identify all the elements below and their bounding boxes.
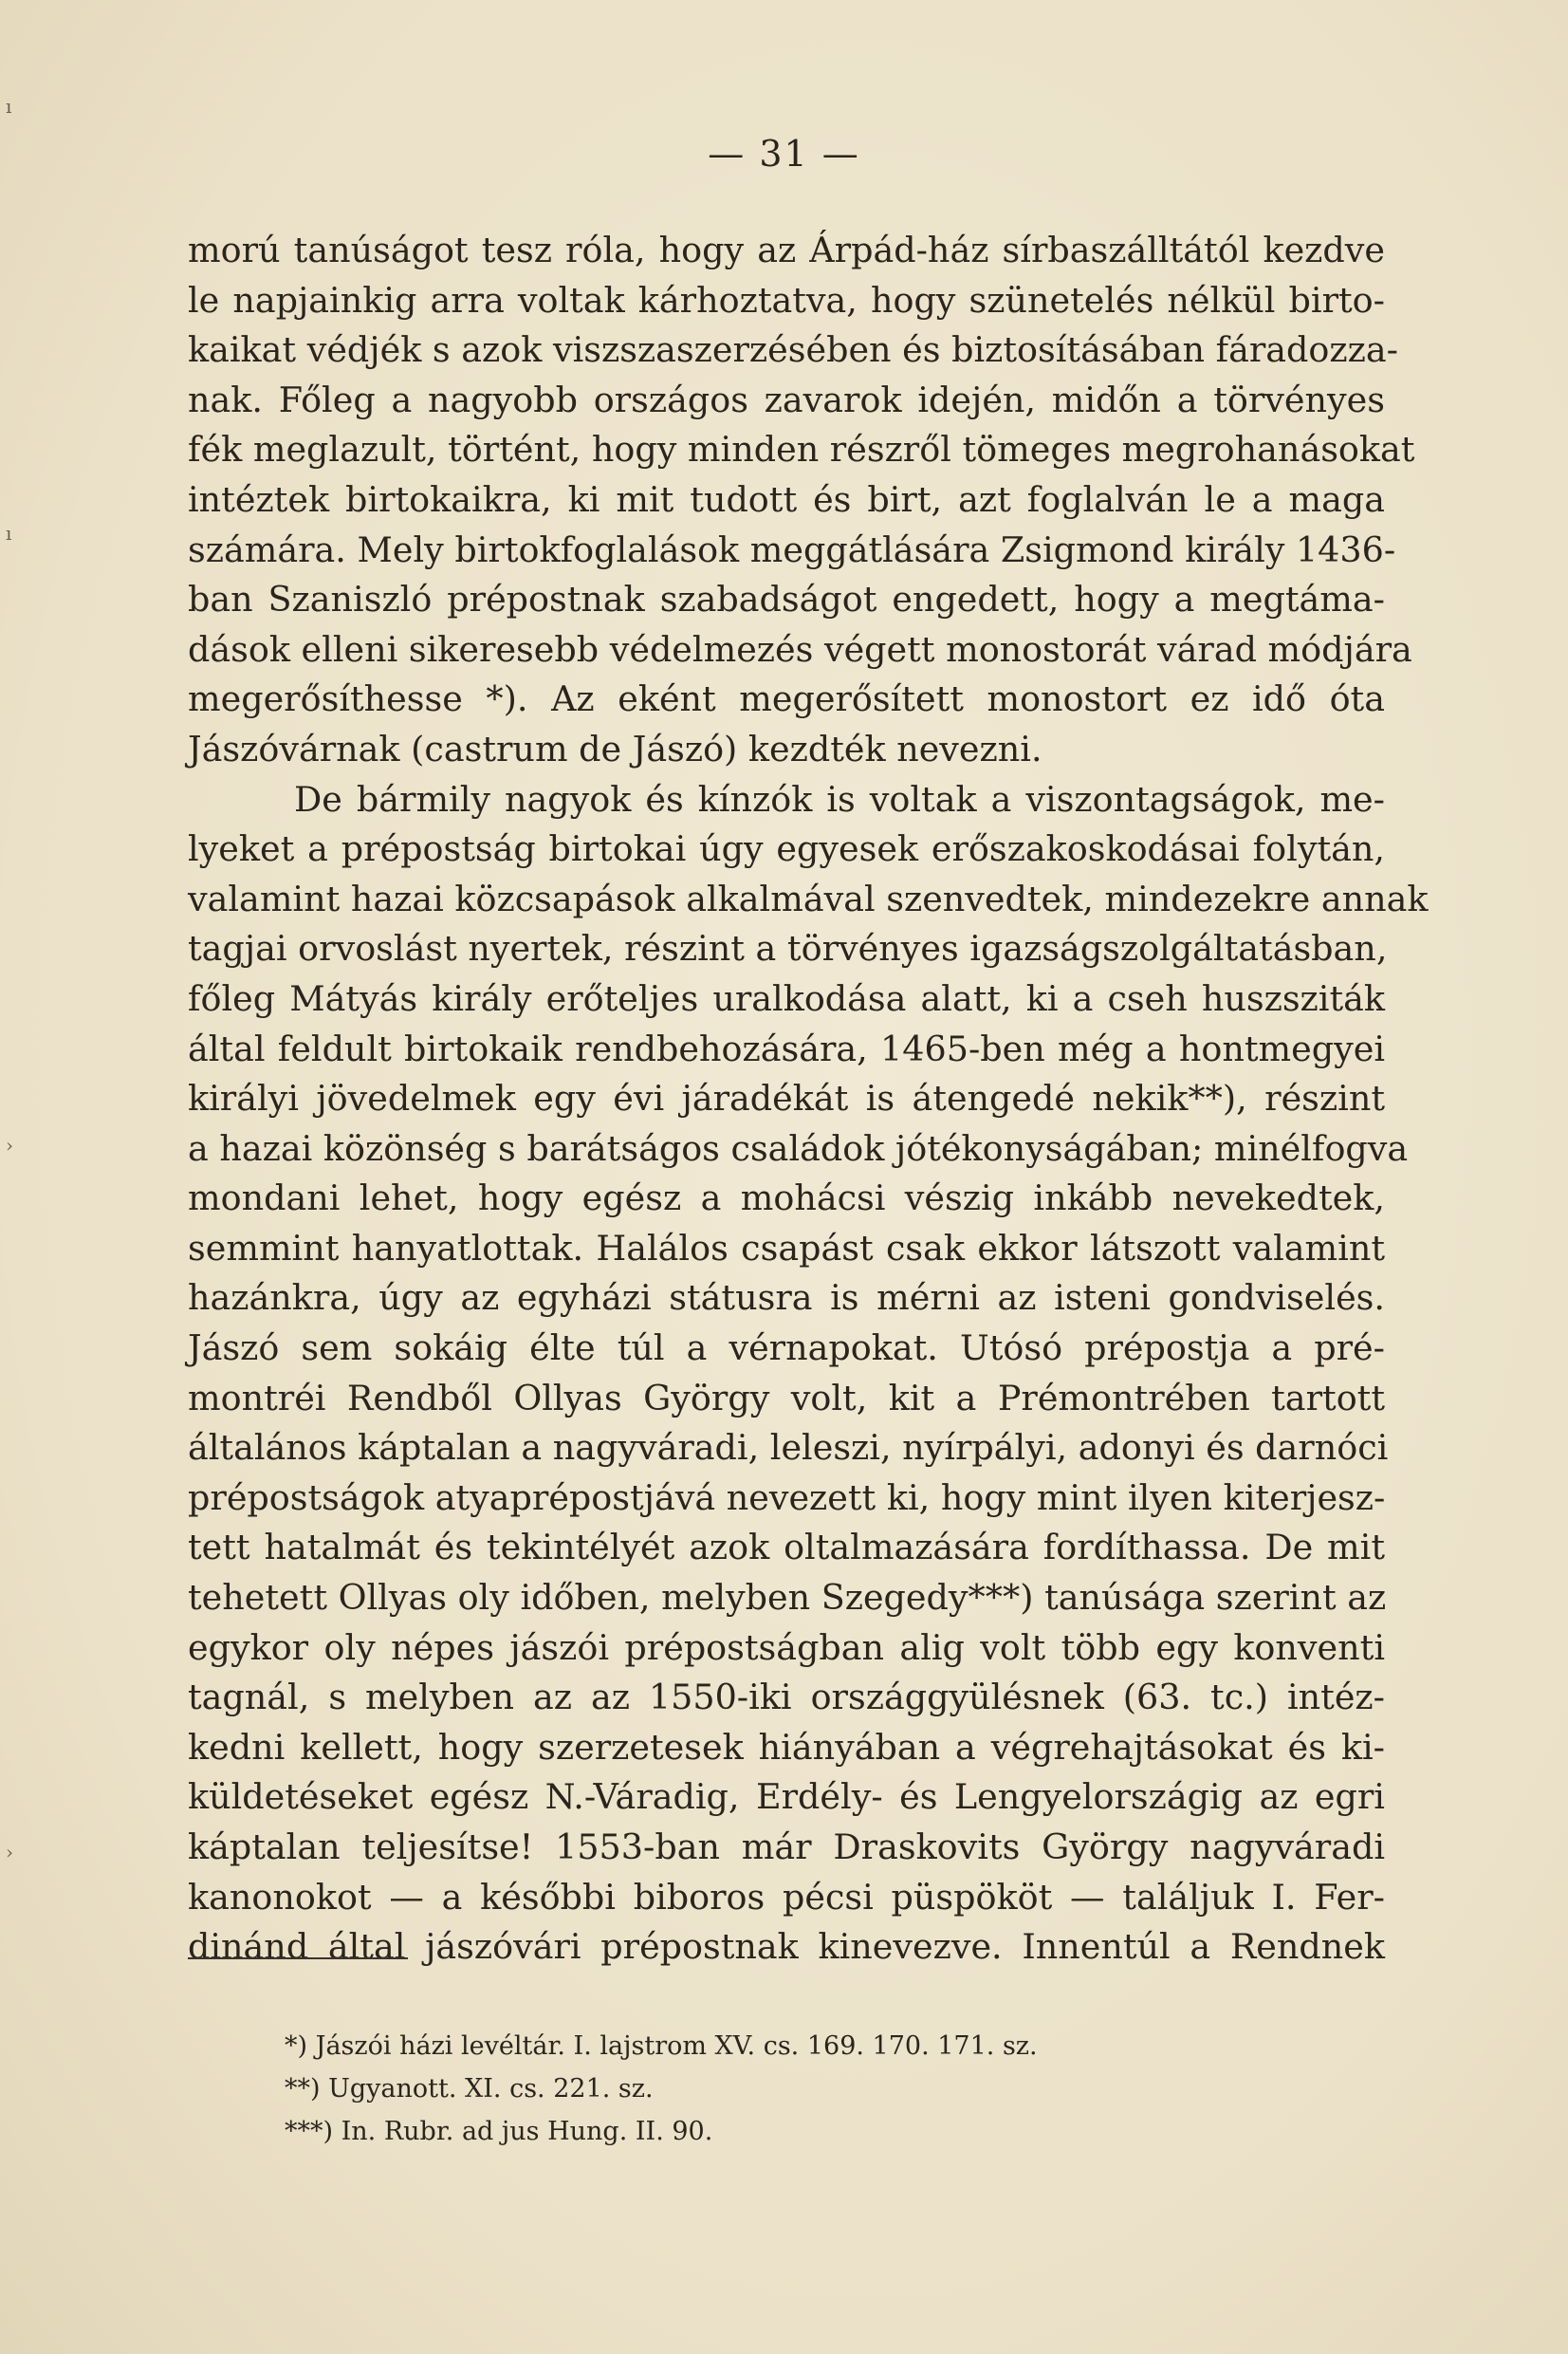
text-line: dinánd által jászóvári prépostnak kinevezve. Innentúl a Rendnek [188, 1926, 1385, 1968]
text-line: küldetéseket egész N.-Váradig, Erdély- és Lengyelországig az egri [188, 1776, 1385, 1818]
body-text [188, 226, 1429, 1973]
text-line: dások elleni sikeresebb védelmezés végett monostorát várad módjára [188, 628, 1412, 670]
text-line: prépostságok atyaprépostjává nevezett ki, hogy mint ilyen kiterjesz- [188, 1476, 1386, 1518]
text-line: számára. Mely birtokfoglalások meggátlására Zsigmond király 1436- [188, 528, 1396, 570]
paragraph-1 [188, 226, 1415, 775]
text-line: káptalan teljesítse! 1553-ban már Draskovits György nagyváradi [188, 1826, 1385, 1867]
footnote: **) Ugyanott. XI. cs. 221. sz. [285, 2074, 654, 2104]
text-line: kedni kellett, hogy szerzetesek hiányában a végrehajtásokat és ki- [188, 1726, 1385, 1768]
text-line: tagnál, s melyben az az 1550-iki országgyülésnek (63. tc.) intéz- [188, 1677, 1385, 1718]
text-line: tett hatalmát és tekintélyét azok oltalmazására fordíthassa. De mit [188, 1527, 1385, 1568]
margin-mark: ı [6, 95, 12, 118]
text-line: egykor oly népes jászói prépostságban alig volt több egy konventi [188, 1626, 1385, 1668]
text-line: lyeket a prépostság birtokai úgy egyesek erőszakoskodásai folytán, [188, 828, 1385, 870]
text-line: hazánkra, úgy az egyházi státusra is mérni az isteni gondviselés. [188, 1277, 1385, 1319]
text-line: kaikat védjék s azok viszszaszerzésében és biztosításában fáradozza- [188, 329, 1398, 371]
text-line: által feldult birtokaik rendbehozására, 1465-ben még a hontmegyei [188, 1028, 1385, 1069]
text-line: királyi jövedelmek egy évi járadékát is átengedé nekik**), részint [188, 1078, 1385, 1120]
text-line: tehetett Ollyas oly időben, melyben Szegedy***) tanúsága szerint az [188, 1577, 1387, 1619]
text-line: morú tanúságot tesz róla, hogy az Árpád-ház sírbaszálltától kezdve [188, 230, 1385, 270]
footnote: *) Jászói házi levéltár. I. lajstrom XV. cs. 169. 170. 171. sz. [285, 2031, 1038, 2061]
paragraph-2 [188, 775, 1429, 1973]
text-line: tagjai orvoslást nyertek, részint a törvényes igazságszolgáltatásban, [188, 928, 1388, 970]
margin-mark: › [6, 1134, 13, 1157]
text-line: kanonokot — a későbbi biboros pécsi püspököt — találjuk I. Fer- [188, 1876, 1385, 1918]
margin-mark: ı [6, 522, 12, 545]
text-line: Jászó sem sokáig élte túl a vérnapokat. Utósó prépostja a pré- [188, 1327, 1385, 1369]
text-line: megerősíthesse *). Az eként megerősített monostort ez idő óta [188, 678, 1385, 720]
text-line: általános káptalan a nagyváradi, leleszi, nyírpályi, adonyi és darnóci [188, 1427, 1389, 1469]
text-line: De bármily nagyok és kínzók is voltak a viszontagságok, me- [294, 778, 1385, 820]
text-line: fék meglazult, történt, hogy minden részről tömeges megrohanásokat [188, 429, 1415, 471]
text-line: ban Szaniszló prépostnak szabadságot engedett, hogy a megtáma- [188, 579, 1385, 621]
text-line: semmint hanyatlottak. Halálos csapást csak ekkor látszott valamint [188, 1227, 1385, 1269]
text-line: le napjainkig arra voltak kárhoztatva, hogy szünetelés nélkül birto- [188, 279, 1385, 321]
text-line: nak. Főleg a nagyobb országos zavarok idején, midőn a törvényes [188, 379, 1385, 420]
text-line: intéztek birtokaikra, ki mit tudott és birt, azt foglalván le a maga [188, 478, 1385, 520]
footnote-separator [188, 1957, 408, 1959]
text-line: mondani lehet, hogy egész a mohácsi vészig inkább nevekedtek, [188, 1177, 1385, 1219]
text-line: a hazai közönség s barátságos családok jótékonyságában; minélfogva [188, 1127, 1409, 1169]
text-line: Jászóvárnak (castrum de Jászó) kezdték nevezni. [188, 728, 1042, 769]
page-number: — 31 — [708, 133, 860, 175]
text-line: valamint hazai közcsapások alkalmával szenvedtek, mindezekre annak [188, 878, 1429, 919]
footnotes [285, 2025, 1233, 2153]
footnote: ***) In. Rubr. ad jus Hung. II. 90. [285, 2117, 713, 2146]
text-line: főleg Mátyás király erőteljes uralkodása alatt, ki a cseh huszsziták [188, 977, 1385, 1019]
text-line: montréi Rendből Ollyas György volt, kit a Prémontrében tartott [188, 1377, 1385, 1418]
margin-mark: › [6, 1841, 13, 1863]
